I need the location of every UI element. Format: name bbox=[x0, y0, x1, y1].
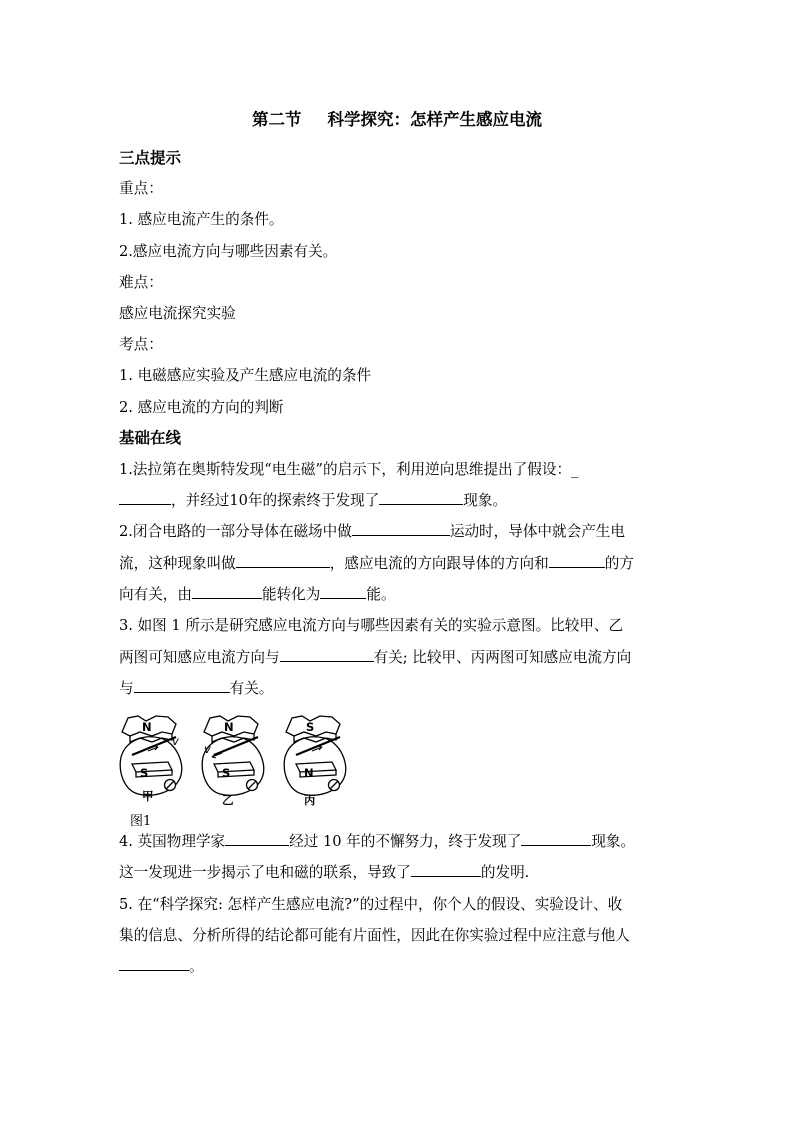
difficulty-label: 难点： bbox=[119, 274, 163, 291]
answer-blank[interactable] bbox=[352, 521, 450, 536]
velocity-label: v bbox=[204, 742, 211, 756]
panel-name-label: 甲 bbox=[142, 789, 154, 803]
answer-blank[interactable] bbox=[521, 831, 591, 846]
section-heading-tips: 三点提示 bbox=[119, 148, 182, 167]
question-2-line-1: 2.闭合电路的一部分导体在磁场中做 运动时，导体中就会产生电 bbox=[119, 523, 625, 540]
question-3-line-1: 3. 如图 1 所示是研究感应电流方向与哪些因素有关的实验示意图。比较甲、乙 bbox=[119, 617, 624, 634]
panel-bing-apparatus bbox=[284, 716, 346, 795]
keypoints-label: 重点： bbox=[119, 180, 163, 197]
velocity-label: v bbox=[172, 734, 179, 748]
induction-experiment-diagram bbox=[118, 712, 358, 812]
question-5-line-1: 5. 在“科学探究: 怎样产生感应电流?”的过程中，你个人的假设、实验设计、收 bbox=[119, 896, 623, 913]
answer-blank[interactable] bbox=[549, 553, 605, 568]
question-4-line-1: 4. 英国物理学家 经过 10 年的不懈努力，终于发现了 现象。 bbox=[119, 833, 636, 850]
magnet-top-pole-label: S bbox=[306, 720, 315, 734]
answer-blank[interactable] bbox=[320, 584, 366, 599]
answer-blank[interactable] bbox=[236, 553, 330, 568]
answer-blank[interactable] bbox=[134, 678, 230, 693]
question-2-line-2: 流，这种现象叫做 ，感应电流的方向跟导体的方向和 的方 bbox=[119, 555, 634, 572]
exam-label: 考点： bbox=[119, 336, 163, 353]
keypoint-item: 2.感应电流方向与哪些因素有关。 bbox=[119, 243, 338, 260]
panel-name-label: 丙 bbox=[304, 793, 316, 807]
answer-blank[interactable] bbox=[379, 490, 463, 505]
magnet-bottom-pole-label: S bbox=[222, 766, 231, 780]
question-5-line-3: 。 bbox=[119, 955, 204, 976]
magnet-bottom-pole-label: S bbox=[140, 766, 149, 780]
question-4-line-2: 这一发现进一步揭示了电和磁的联系，导致了 的发明. bbox=[119, 864, 530, 881]
question-3-line-3: 与 有关。 bbox=[119, 680, 274, 697]
question-5-line-2: 集的信息、分析所得的结论都可能有片面性，因此在你实验过程中应注意与他人 bbox=[119, 927, 630, 944]
section-heading-basics: 基础在线 bbox=[119, 428, 182, 447]
title-section-number: 第二节 bbox=[252, 110, 302, 129]
question-1-line-2: ，并经过10年的探索终于发现了 现象。 bbox=[119, 489, 507, 510]
title-topic: 科学探究：怎样产生感应电流 bbox=[327, 110, 542, 129]
answer-blank[interactable] bbox=[280, 647, 374, 662]
answer-blank[interactable] bbox=[411, 862, 481, 877]
magnet-top-pole-label: N bbox=[224, 720, 234, 734]
answer-blank[interactable] bbox=[119, 956, 189, 971]
panel-name-label: 乙 bbox=[222, 793, 234, 807]
answer-blank[interactable] bbox=[192, 584, 262, 599]
answer-blank[interactable] bbox=[225, 831, 289, 846]
question-1-line-1: 1.法拉第在奥斯特发现“电生磁”的启示下，利用逆向思维提出了假设：_ bbox=[119, 461, 579, 478]
difficulty-item: 感应电流探究实验 bbox=[119, 305, 236, 322]
answer-blank[interactable] bbox=[119, 490, 171, 505]
magnet-top-pole-label: N bbox=[142, 720, 152, 734]
question-3-line-2: 两图可知感应电流方向与 有关; 比较甲、丙两图可知感应电流方向 bbox=[119, 649, 632, 666]
exam-item: 2. 感应电流的方向的判断 bbox=[119, 399, 284, 416]
magnet-bottom-pole-label: N bbox=[304, 766, 314, 780]
figure-1 bbox=[118, 712, 358, 827]
question-2-line-3: 向有关，由 能转化为 能。 bbox=[119, 586, 396, 603]
exam-item: 1. 电磁感应实验及产生感应电流的条件 bbox=[119, 367, 372, 384]
page-title bbox=[0, 106, 794, 130]
keypoint-item: 1. 感应电流产生的条件。 bbox=[119, 211, 284, 228]
figure-caption: 图1 bbox=[130, 814, 152, 829]
